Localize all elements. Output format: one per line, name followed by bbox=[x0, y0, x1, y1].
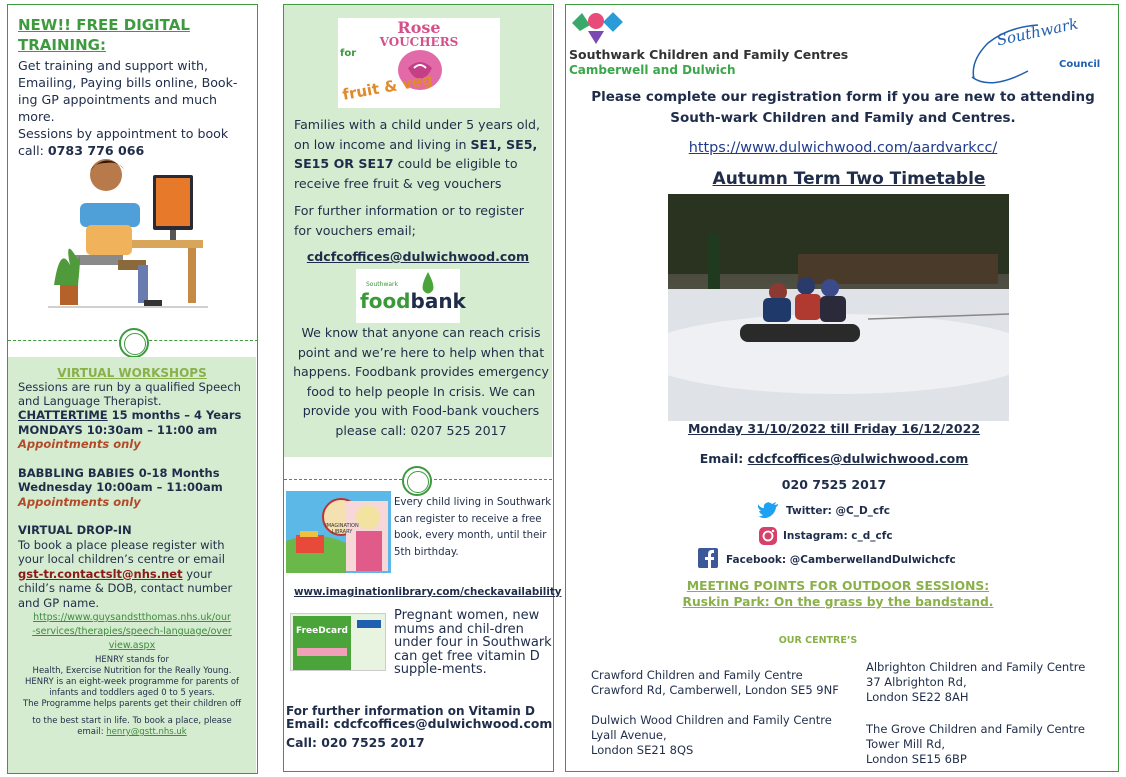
dropin-email-link[interactable]: gst-tr.contactslt@nhs.net bbox=[18, 566, 183, 581]
rose-logo-line1: Rose bbox=[397, 18, 441, 37]
register-text: Please complete our registration form if you are new to attending South-wark Children and Family and Centres. bbox=[591, 89, 1095, 126]
twitter-handle[interactable]: Twitter: @C_D_cfc bbox=[786, 505, 890, 517]
panel-digital-training bbox=[7, 4, 258, 774]
training-body: Get training and support with, Emailing, Paying bills online, Book-ing GP appointments and much more. bbox=[18, 58, 238, 124]
dropin-url-link[interactable]: https://www.guysandstthomas.nhs.uk/our-services/therapies/speech-language/overview.aspx bbox=[32, 612, 232, 651]
instagram-handle[interactable]: Instagram: c_d_cfc bbox=[783, 530, 893, 542]
shapes-logo-icon bbox=[570, 11, 624, 45]
twitter-icon bbox=[758, 501, 780, 519]
council-label: Council bbox=[1059, 59, 1101, 70]
rose-logo-line3: for bbox=[340, 48, 357, 59]
foodbank-logo bbox=[356, 269, 466, 323]
email-link[interactable]: cdcfcoffices@dulwichwood.com bbox=[747, 451, 969, 466]
foodbank-small: Southwark bbox=[366, 281, 398, 288]
workshops-title: VIRTUAL WORKSHOPS bbox=[57, 366, 207, 380]
instagram-icon bbox=[758, 526, 778, 546]
vitd-body: Pregnant women, new mums and chil-dren under four in Southwark can get free vitamin D supple-ments. bbox=[394, 608, 552, 677]
babbling-note: Appointments only bbox=[18, 494, 141, 509]
dropin-body2: your child’s name & DOB, contact number and GP name. bbox=[18, 566, 233, 610]
register-url-link[interactable]: https://www.dulwichwood.com/aardvarkcc/ bbox=[688, 140, 998, 156]
foodbank-logo-b: bank bbox=[410, 289, 466, 313]
henry-line3: HENRY is an eight-week programme for parents of infants and toddlers aged 0 to 5 years. bbox=[24, 677, 240, 698]
foodbank-body: We know that anyone can reach crisis point and we’re here to help when that happens. Foodbank provides emergency food to help people In crisis. We can provide you with Food-bank vouchers please call: 0207 525 2017 bbox=[293, 325, 549, 438]
training-title: NEW!! FREE DIGITAL TRAINING: bbox=[18, 16, 190, 54]
workshops-section bbox=[8, 357, 256, 773]
panel-vouchers bbox=[283, 4, 562, 772]
henry-line2: Health, Exercise Nutrition for the Really Young. bbox=[32, 666, 232, 676]
imagination-body: Every child living in Southwark can register to receive a free book, every month, until their 5th birthday. bbox=[394, 497, 552, 558]
free-d-card-image bbox=[290, 613, 386, 671]
rose-vouchers-logo bbox=[338, 18, 500, 108]
dropin-body: To book a place please register with your local children’s centre or email bbox=[18, 537, 225, 566]
dropin-title: VIRTUAL DROP-IN bbox=[18, 523, 132, 537]
email-label: Email: bbox=[699, 451, 748, 466]
circle-ornament bbox=[119, 328, 149, 358]
vitd-card-title: FreeDcard bbox=[296, 626, 348, 636]
person-computer-illustration bbox=[48, 145, 208, 310]
babbling-time: Wednesday 10:00am – 11:00am bbox=[18, 480, 223, 494]
rose-logo-line2: VOUCHERS bbox=[379, 35, 459, 49]
timetable-title: Autumn Term Two Timetable bbox=[712, 169, 986, 189]
foodbank-logo-a: food bbox=[360, 289, 411, 313]
vitd-call: Call: 020 7525 2017 bbox=[286, 735, 425, 750]
org-area: Camberwell and Dulwich bbox=[569, 63, 736, 77]
council-script: Southwark bbox=[995, 14, 1080, 50]
org-name: Southwark Children and Family Centres bbox=[569, 47, 849, 62]
imagination-logo: IMAGINATION LIBRARY bbox=[325, 523, 359, 535]
training-phone: 0783 776 066 bbox=[47, 143, 145, 158]
circle-ornament bbox=[402, 466, 432, 496]
henry-line5: to the best start in life. To book a place, please email: bbox=[32, 716, 232, 737]
centre-dulwich-wood: Dulwich Wood Children and Family Centre Lyall Avenue, London SE21 8QS bbox=[591, 713, 832, 757]
centre-crawford: Crawford Children and Family Centre Crawford Rd, Camberwell, London SE5 9NF bbox=[591, 668, 839, 697]
facebook-handle[interactable]: Facebook: @CamberwellandDulwichcfc bbox=[726, 554, 956, 566]
training-sessions: Sessions by appointment to book call: bbox=[18, 126, 229, 158]
vitd-info: For further information on Vitamin D bbox=[286, 704, 535, 718]
email-line bbox=[566, 451, 1102, 466]
facebook-icon bbox=[698, 548, 718, 568]
phone: 020 7525 2017 bbox=[781, 477, 887, 492]
babbling-title: BABBLING BABIES 0-18 Months bbox=[18, 465, 220, 480]
meeting-title: MEETING POINTS FOR OUTDOOR SESSIONS: bbox=[686, 579, 990, 593]
chattertime-ages: 15 months – 4 Years bbox=[107, 408, 242, 422]
rose-info: For further information or to register for vouchers email; bbox=[294, 203, 524, 238]
henry-line1: HENRY stands for bbox=[95, 655, 169, 665]
centre-albrighton: Albrighton Children and Family Centre 37 Albrighton Rd, London SE22 8AH bbox=[866, 660, 1086, 704]
chattertime-time: MONDAYS 10:30am – 11:00 am bbox=[18, 422, 218, 437]
workshops-intro: Sessions are run by a qualified Speech and Language Therapist. bbox=[18, 380, 241, 408]
vitd-email: Email: cdcfcoffices@dulwichwood.com bbox=[286, 716, 553, 731]
dates: Monday 31/10/2022 till Friday 16/12/2022 bbox=[687, 421, 981, 436]
imagination-url-link[interactable]: www.imaginationlibrary.com/checkavailability bbox=[294, 586, 562, 598]
panel-timetable-cover bbox=[565, 4, 1119, 772]
chattertime-note: Appointments only bbox=[18, 437, 141, 451]
chattertime-label: CHATTERTIME bbox=[18, 408, 108, 422]
centres-title: OUR CENTRE’S bbox=[778, 635, 858, 646]
children-sledging-photo bbox=[668, 194, 1009, 421]
henry-line4: The Programme helps parents get their children off bbox=[22, 699, 242, 709]
meeting-place: Ruskin Park: On the grass by the bandstand. bbox=[682, 595, 994, 609]
centre-the-grove: The Grove Children and Family Centre Tower Mill Rd, London SE15 6BP bbox=[866, 722, 1085, 766]
rose-logo-line4: fruit & veg bbox=[341, 70, 435, 104]
rose-body: Families with a child under 5 years old, on low income and living in SE1, SE5, SE15 OR SE17 could be eligible to receive free fruit & veg vouchers bbox=[294, 117, 540, 191]
rose-email-link[interactable]: cdcfcoffices@dulwichwood.com bbox=[306, 249, 530, 264]
henry-email-link[interactable]: henry@gstt.nhs.uk bbox=[106, 727, 187, 737]
